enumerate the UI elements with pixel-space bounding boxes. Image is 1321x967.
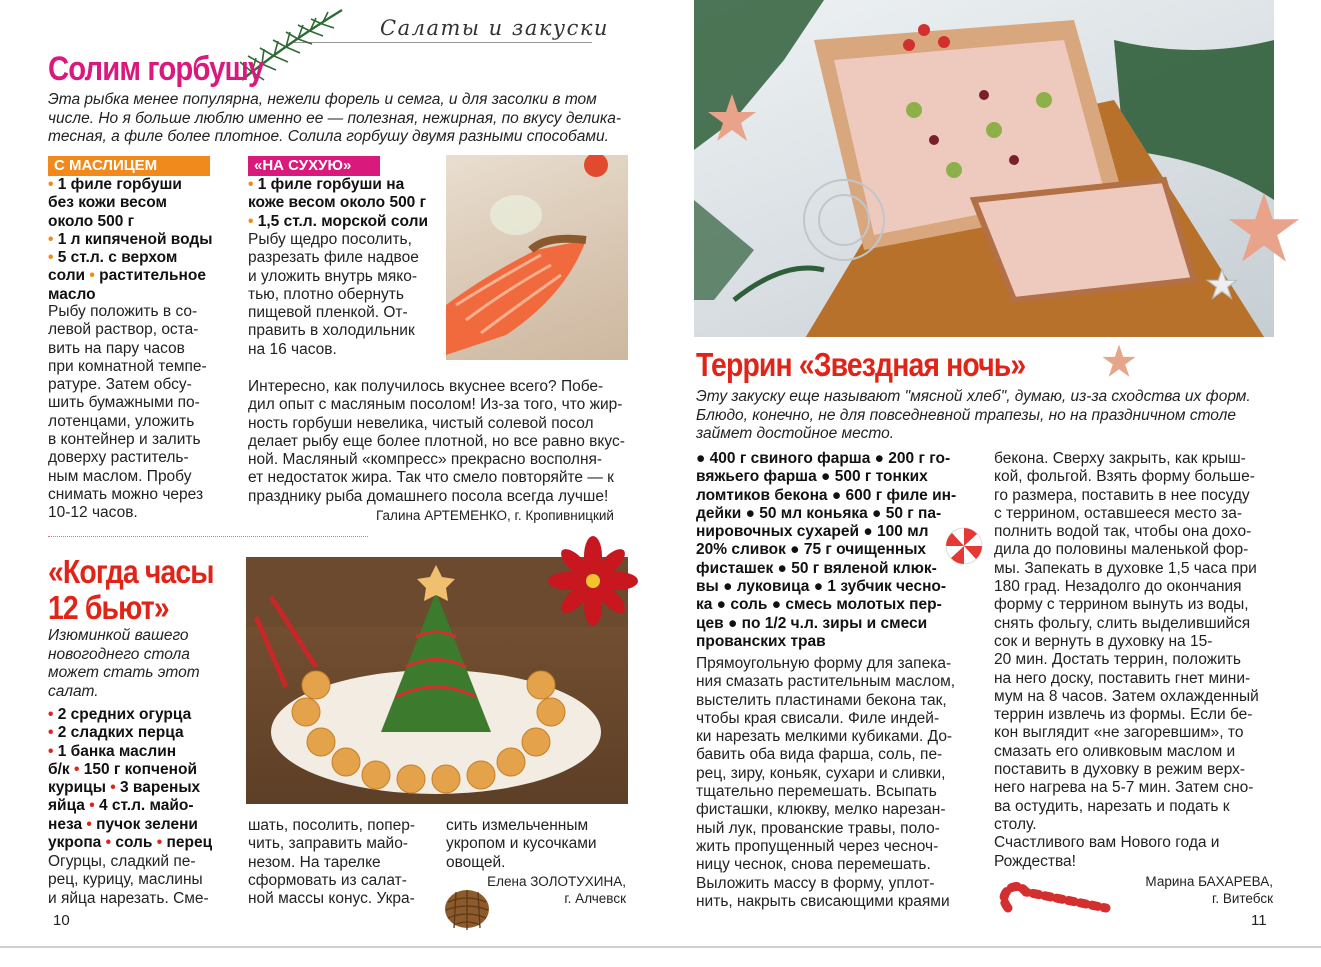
step-line: чтобы края свисали. Филе индей- <box>696 709 940 727</box>
ingredient-line: ка ● соль ● смесь молотых пер- <box>696 596 942 614</box>
intro-line: числе. Но я больше люблю именно ее — полезная, нежирная, по вкусу делика- <box>48 109 621 127</box>
step-line: и яйца нарезать. Сме- <box>48 889 209 907</box>
ingredient: 1,5 ст.л. морской соли <box>257 212 428 230</box>
step-line: полнить водой так, чтобы она дохо- <box>994 523 1252 541</box>
recipe-title-gorbusha: Солим горбушу <box>48 50 264 88</box>
ingredient: яйца <box>48 797 85 815</box>
step-line: 180 град. Незадолго до окончания <box>994 578 1242 596</box>
bullet-icon: • <box>73 760 80 778</box>
section-header: Салаты и закуски <box>380 16 609 40</box>
conclusion-line: дил опыт с масляным посолом! Из-за того, что жир- <box>248 396 623 414</box>
intro-line: новогоднего стола <box>48 645 190 663</box>
step-line: бекона. Сверху закрыть, как крыш- <box>994 450 1246 467</box>
ingredient: около 500 г <box>48 212 135 230</box>
ingredient-line: ломтиков бекона ● 600 г филе ин- <box>696 486 957 504</box>
tag-maslitsem: С МАСЛИЦЕМ <box>48 156 210 176</box>
conclusion-line: делает рыбу еще более плотной, но все равно вкус- <box>248 432 625 450</box>
bullet-icon: • <box>248 212 254 230</box>
ingredient: соли <box>48 267 86 285</box>
tag-na-suhuyu: «НА СУХУЮ» <box>248 156 380 176</box>
step-line: 20 мин. Достать террин, положить <box>994 651 1241 669</box>
bullet-icon: • <box>156 834 163 852</box>
step-line: Счастливого вам Нового года и <box>994 834 1220 852</box>
step-line: доверху раститель- <box>48 449 189 467</box>
bullet-icon: • <box>48 724 54 742</box>
intro-line: тесная, а филе более плотное. Солила горбушу двумя разными способами. <box>48 128 609 145</box>
divider <box>48 536 368 537</box>
intro-line: займет достойное место. <box>696 425 895 442</box>
ingredient-line: 20% сливок ● 75 г очищенных <box>696 541 927 559</box>
terrin-intro <box>696 388 1276 444</box>
chasy-steps-col1 <box>48 853 243 908</box>
step-line: лотенцами, уложить <box>48 412 195 430</box>
step-line: него нагрева на 5-7 мин. Затем сно- <box>994 779 1254 797</box>
intro-line: Изюминкой вашего <box>48 627 189 644</box>
step-line: ратуре. Затем обсу- <box>48 376 192 394</box>
conclusion-line: празднику рыба домашнего посола всегда лучше! <box>248 487 609 505</box>
step-line: террин извлечь из формы. Если бе- <box>994 706 1253 724</box>
bullet-icon: • <box>248 176 254 193</box>
recipe-title-chasy <box>48 554 214 626</box>
step-line: бавить оба вида фарша, соль, пе- <box>696 746 943 764</box>
ingredient: масло <box>48 285 96 303</box>
step-line: Прямоугольную форму для запека- <box>696 655 952 672</box>
step-line: незом. На тарелке <box>248 853 381 871</box>
signature-line: г. Витебск <box>1212 891 1273 906</box>
step-line: мы. Запекать в духовке 1,5 часа при <box>994 559 1257 577</box>
intro-line: Блюдо, конечно, не для повседневной трапезы, но на праздничном столе <box>696 406 1236 424</box>
step-line: разрезать филе надвое <box>248 249 419 267</box>
step-line: дила до половины маленькой фор- <box>994 541 1249 559</box>
ingredient-line: вяжьего фарша ● 500 г тонких <box>696 468 928 486</box>
ingredient: 4 ст.л. майо- <box>98 797 194 815</box>
step-line: смазать его оливковым маслом и <box>994 742 1236 760</box>
step-line: укропом и кусочками <box>446 835 597 853</box>
step-line: тщательно перемешать. Всыпать <box>696 783 937 801</box>
bullet-icon: • <box>48 706 54 723</box>
ingredient: 1 филе горбуши <box>57 176 182 193</box>
bullet-icon: • <box>48 742 54 760</box>
step-line: чить, заправить майо- <box>248 835 408 853</box>
ingredient: 2 сладких перца <box>57 724 184 742</box>
step-line: Рыбу положить в со- <box>48 303 198 320</box>
step-line: Выложить массу в форму, уплот- <box>696 874 935 892</box>
step-line: нить, накрыть свисающими краями <box>696 892 950 910</box>
ingredient: соль <box>115 834 153 852</box>
ingredient: коже весом около 500 г <box>248 194 427 212</box>
step-line: рец, зиру, коньяк, сухари и сливки, <box>696 764 946 782</box>
page-number-right: 11 <box>1251 912 1267 929</box>
chasy-steps-col3 <box>446 817 631 872</box>
method1-steps <box>48 303 238 523</box>
step-line: ный лук, прованские травы, поло- <box>696 819 940 837</box>
peppermint-candy-icon <box>944 526 984 566</box>
signature-line: Елена ЗОЛОТУХИНА, <box>487 874 626 889</box>
gorbusha-signature: Галина АРТЕМЕНКО, г. Кропивницкий <box>376 508 614 523</box>
ingredient: пучок зелени <box>96 815 198 833</box>
ingredient: 1 банка маслин <box>57 742 177 760</box>
step-line: левой раствор, оста- <box>48 321 199 339</box>
step-line: снимать можно через <box>48 485 204 503</box>
step-line: сформовать из салат- <box>248 871 407 889</box>
ingredient: укропа <box>48 834 102 852</box>
step-line: ницу чеснок, снова перемешать. <box>696 856 931 874</box>
ingredient: б/к <box>48 760 70 778</box>
bullet-icon: • <box>48 230 54 248</box>
conclusion-line: Интересно, как получилось вкуснее всего? Побе- <box>248 378 604 395</box>
step-line: ва остудить, нарезать и подать к <box>994 797 1230 815</box>
bullet-icon: • <box>105 834 112 852</box>
step-line: Рождества! <box>994 852 1076 870</box>
conclusion-line: ет недостаток жира. Так что смело повторяйте — к <box>248 469 614 487</box>
bullet-icon: • <box>48 176 54 193</box>
step-line: шить бумажными по- <box>48 394 200 412</box>
step-line: тью, плотно обернуть <box>248 285 404 303</box>
step-line: столу. <box>994 815 1037 833</box>
step-line: сок и вернуть в духовку на 15- <box>994 632 1213 650</box>
ingredient: 2 средних огурца <box>57 706 192 723</box>
step-line: кон выглядит «не загоревшим», то <box>994 724 1244 742</box>
method2-ingredients <box>248 176 448 231</box>
step-line: форму с террином вынуть из воды, <box>994 596 1249 614</box>
step-line: ния смазать растительным маслом, <box>696 673 956 691</box>
step-line: 10-12 часов. <box>48 504 138 522</box>
chasy-steps-col2 <box>248 817 438 908</box>
step-line: ной массы конус. Укра- <box>248 890 415 908</box>
ingredient: 150 г копченой <box>83 760 197 778</box>
step-line: на 16 часов. <box>248 340 337 358</box>
intro-line: Эта рыбка менее популярна, нежели форель и семга, и для засолки в том <box>48 91 597 108</box>
bullet-icon: • <box>89 267 95 285</box>
step-line: править в холодильник <box>248 322 415 340</box>
step-line: овощей. <box>446 853 506 871</box>
recipe-title-terrin: Террин «Звездная ночь» <box>696 346 1026 383</box>
terrin-steps-col2 <box>994 450 1284 871</box>
ingredient-line: фисташек ● 50 г вяленой клюк- <box>696 559 937 577</box>
step-line: го размера, поставить в нее посуду <box>994 486 1250 504</box>
conclusion-line: ной. Масляный «компресс» прекрасно восполня- <box>248 451 603 469</box>
poinsettia-icon <box>548 536 638 626</box>
signature-line: г. Алчевск <box>564 891 626 906</box>
intro-line: может стать этот <box>48 664 200 681</box>
page-number-left: 10 <box>53 912 70 929</box>
ingredient: перец <box>166 834 213 852</box>
ingredient-line: ● 400 г свиного фарша ● 200 г го- <box>696 450 951 467</box>
ingredient: растительное <box>99 267 207 285</box>
bullet-icon: • <box>110 779 116 797</box>
ingredient-line: дейки ● 50 мл коньяка ● 50 г па- <box>696 504 942 522</box>
ingredient-line: прованских трав <box>696 632 826 650</box>
step-line: Рыбу щедро посолить, <box>248 231 412 248</box>
signature-line: Марина БАХАРЕВА, <box>1145 874 1273 889</box>
ingredient: 3 вареных <box>120 779 201 797</box>
terrin-steps-col1 <box>696 655 986 911</box>
salmon-photo <box>446 155 628 360</box>
step-line: в контейнер и залить <box>48 431 201 449</box>
step-line: ки нарезать мелкими кубиками. До- <box>696 728 953 746</box>
chasy-intro <box>48 627 238 701</box>
title-line: 12 бьют» <box>48 589 169 626</box>
star-ornament-icon <box>1101 343 1137 379</box>
ingredient: курицы <box>48 779 106 797</box>
gorbusha-conclusion <box>248 378 628 506</box>
step-line: выстелить пластинами бекона так, <box>696 691 947 709</box>
star-ornament-icon <box>1206 268 1238 300</box>
step-line: при комнатной темпе- <box>48 357 207 375</box>
star-ornament-icon <box>1226 190 1302 266</box>
step-line: пищевой пленкой. От- <box>248 304 408 322</box>
step-line: кой, фольгой. Взять форму больше- <box>994 468 1255 486</box>
step-line: фисташки, клюкву, мелко нарезан- <box>696 801 946 819</box>
bullet-icon: • <box>89 797 95 815</box>
ingredient: без кожи весом <box>48 194 167 212</box>
title-line: «Когда часы <box>48 553 214 590</box>
step-line: рец, курицу, маслины <box>48 871 203 889</box>
intro-line: Эту закуску еще называют "мясной хлеб", думаю, из-за сходства их форм. <box>696 388 1251 405</box>
ingredient: неза <box>48 815 83 833</box>
step-line: поставить в духовку в режим верх- <box>994 761 1246 779</box>
step-line: вить на пару часов <box>48 339 185 357</box>
chasy-ingredients <box>48 706 243 852</box>
step-line: снять фольгу, слить выделившийся <box>994 614 1251 632</box>
method1-ingredients <box>48 176 238 304</box>
bottom-rule <box>0 946 1321 948</box>
ingredient: 1 филе горбуши на <box>257 176 405 193</box>
method2-steps <box>248 231 448 359</box>
ingredient-line: вы ● луковица ● 1 зубчик чесно- <box>696 578 947 596</box>
step-line: сить измельченным <box>446 817 589 834</box>
step-line: на него доску, поставить гнет мини- <box>994 669 1251 687</box>
intro-line: салат. <box>48 682 99 700</box>
terrin-ingredients <box>696 450 986 651</box>
bullet-icon: • <box>48 249 54 267</box>
pine-cone-icon <box>440 884 494 934</box>
bullet-icon: • <box>86 815 92 833</box>
ingredient-line: цев ● по 1/2 ч.л. зиры и смеси <box>696 614 928 632</box>
step-line: шать, посолить, попер- <box>248 817 416 834</box>
terrin-photo <box>694 0 1274 337</box>
step-line: жить пропущенный через чесноч- <box>696 837 939 855</box>
ingredient: 1 л кипяченой воды <box>57 230 213 248</box>
step-line: Огурцы, сладкий пе- <box>48 853 196 870</box>
terrin-signature <box>1090 873 1273 907</box>
ingredient-line: нировочных сухарей ● 100 мл <box>696 523 929 541</box>
star-ornament-icon <box>706 92 758 144</box>
step-line: с террином, оставшееся место за- <box>994 504 1242 522</box>
step-line: мум на 8 часов. Затем охлажденный <box>994 687 1259 705</box>
step-line: ным маслом. Пробу <box>48 467 192 485</box>
step-line: и уложить внутрь мяко- <box>248 267 417 285</box>
conclusion-line: ность горбуши невелика, чистый солевой посол <box>248 414 594 432</box>
ingredient: 5 ст.л. с верхом <box>57 249 178 267</box>
gorbusha-intro <box>48 91 628 147</box>
